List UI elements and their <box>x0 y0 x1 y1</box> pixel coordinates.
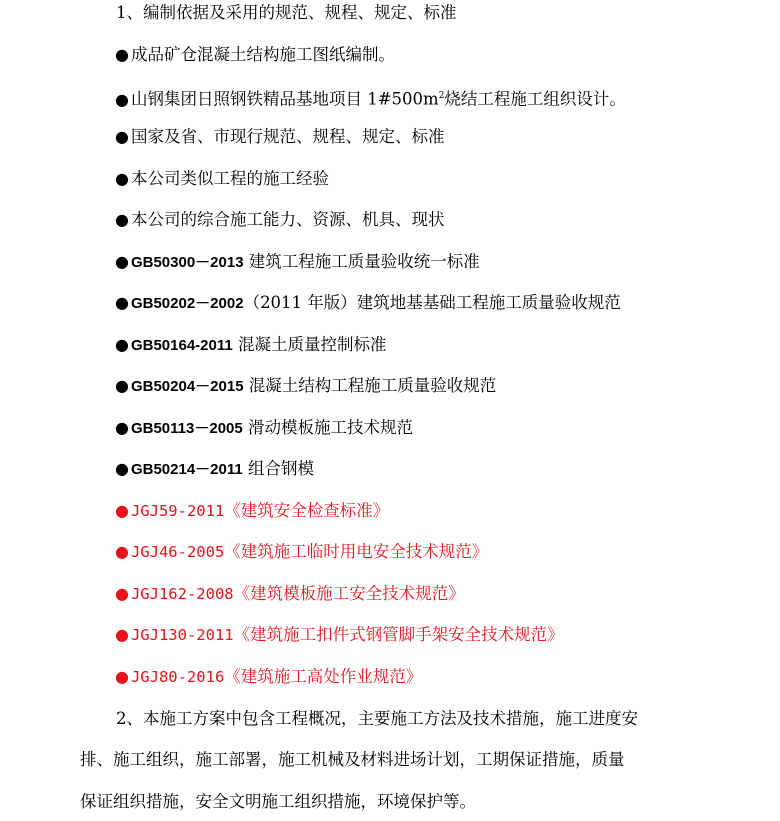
item-text: 烧结工程施工组织设计。 <box>444 89 626 109</box>
item-text: 成品矿仓混凝土结构施工图纸编制。 <box>130 45 395 64</box>
item-text: 本公司类似工程的施工经验 <box>130 169 329 188</box>
standard-code: JGJ46-2005 <box>130 543 225 561</box>
standard-code: JGJ162-2008 <box>130 585 234 603</box>
red-bullet-icon: ● <box>115 501 129 520</box>
list-item <box>115 126 444 148</box>
bullet-icon: ● <box>115 45 129 64</box>
list-item <box>115 44 395 66</box>
item-text: 山钢集团日照钢铁精品基地项目 1#500 <box>130 89 424 109</box>
list-item-red <box>115 666 422 688</box>
bullet-icon: ● <box>115 252 129 271</box>
red-bullet-icon: ● <box>115 625 129 644</box>
item-text: （2011 年版）建筑地基基础工程施工质量验收规范 <box>243 293 621 312</box>
bullet-icon: ● <box>115 169 129 188</box>
list-item-red <box>115 500 389 522</box>
list-item <box>115 458 314 481</box>
item-text: 混凝土结构工程施工质量验收规范 <box>243 376 497 395</box>
bullet-icon: ● <box>115 293 129 312</box>
red-bullet-icon: ● <box>115 584 129 603</box>
list-item <box>115 209 444 231</box>
standard-code: GB50164-2011 <box>130 337 233 354</box>
list-item-red <box>115 541 488 563</box>
list-item <box>115 417 413 440</box>
standard-code: JGJ59-2011 <box>130 502 225 520</box>
standard-code: GB50300－2013 <box>130 254 244 271</box>
bullet-icon: ● <box>115 210 129 229</box>
list-item <box>115 334 386 357</box>
bullet-icon: ● <box>115 127 129 146</box>
item-text: 国家及省、市现行规范、规程、规定、标准 <box>130 127 445 146</box>
red-bullet-icon: ● <box>115 667 129 686</box>
standard-code: GB50204－2015 <box>130 378 244 395</box>
item-text: 滑动模板施工技术规范 <box>242 418 413 437</box>
list-item <box>115 251 480 274</box>
list-item <box>115 85 626 111</box>
item-text: 《建筑施工扣件式钢管脚手架安全技术规范》 <box>233 625 564 644</box>
standard-code: JGJ130-2011 <box>130 626 234 644</box>
red-bullet-icon: ● <box>115 542 129 561</box>
list-item <box>115 168 329 190</box>
list-item <box>115 292 621 315</box>
standard-code: JGJ80-2016 <box>130 668 225 686</box>
standard-code: GB50113－2005 <box>130 420 243 437</box>
item-text: 建筑工程施工质量验收统一标准 <box>243 252 480 271</box>
paragraph-2-line-3: 保证组织措施，安全文明施工组织措施，环境保护等。 <box>80 792 476 811</box>
paragraph-2-line-1: 2、本施工方案中包含工程概况，主要施工方法及技术措施，施工进度安 <box>116 709 638 728</box>
standard-code: GB50214－2011 <box>130 461 243 478</box>
bullet-icon: ● <box>115 335 129 354</box>
unit-superscript: 2 <box>438 91 445 101</box>
standard-code: GB50202－2002 <box>130 295 244 312</box>
item-text: 《建筑模板施工安全技术规范》 <box>233 584 465 603</box>
list-item-red <box>115 624 564 646</box>
item-text: 组合钢模 <box>242 459 314 478</box>
item-text: 《建筑安全检查标准》 <box>224 501 390 520</box>
list-item-red <box>115 583 465 605</box>
item-text: 《建筑施工高处作业规范》 <box>224 667 423 686</box>
item-text: 本公司的综合施工能力、资源、机具、现状 <box>130 210 445 229</box>
section-heading-1: 1、编制依据及采用的规范、规程、规定、标准 <box>116 3 457 22</box>
unit-text: m <box>423 89 439 109</box>
bullet-icon: ● <box>115 459 129 478</box>
paragraph-2-line-2: 排、施工组织，施工部署，施工机械及材料进场计划，工期保证措施，质量 <box>80 750 625 769</box>
bullet-icon: ● <box>115 376 129 395</box>
bullet-icon: ● <box>115 418 129 437</box>
item-text: 混凝土质量控制标准 <box>232 335 387 354</box>
list-item <box>115 375 496 398</box>
bullet-icon: ● <box>115 89 129 109</box>
item-text: 《建筑施工临时用电安全技术规范》 <box>224 542 489 561</box>
